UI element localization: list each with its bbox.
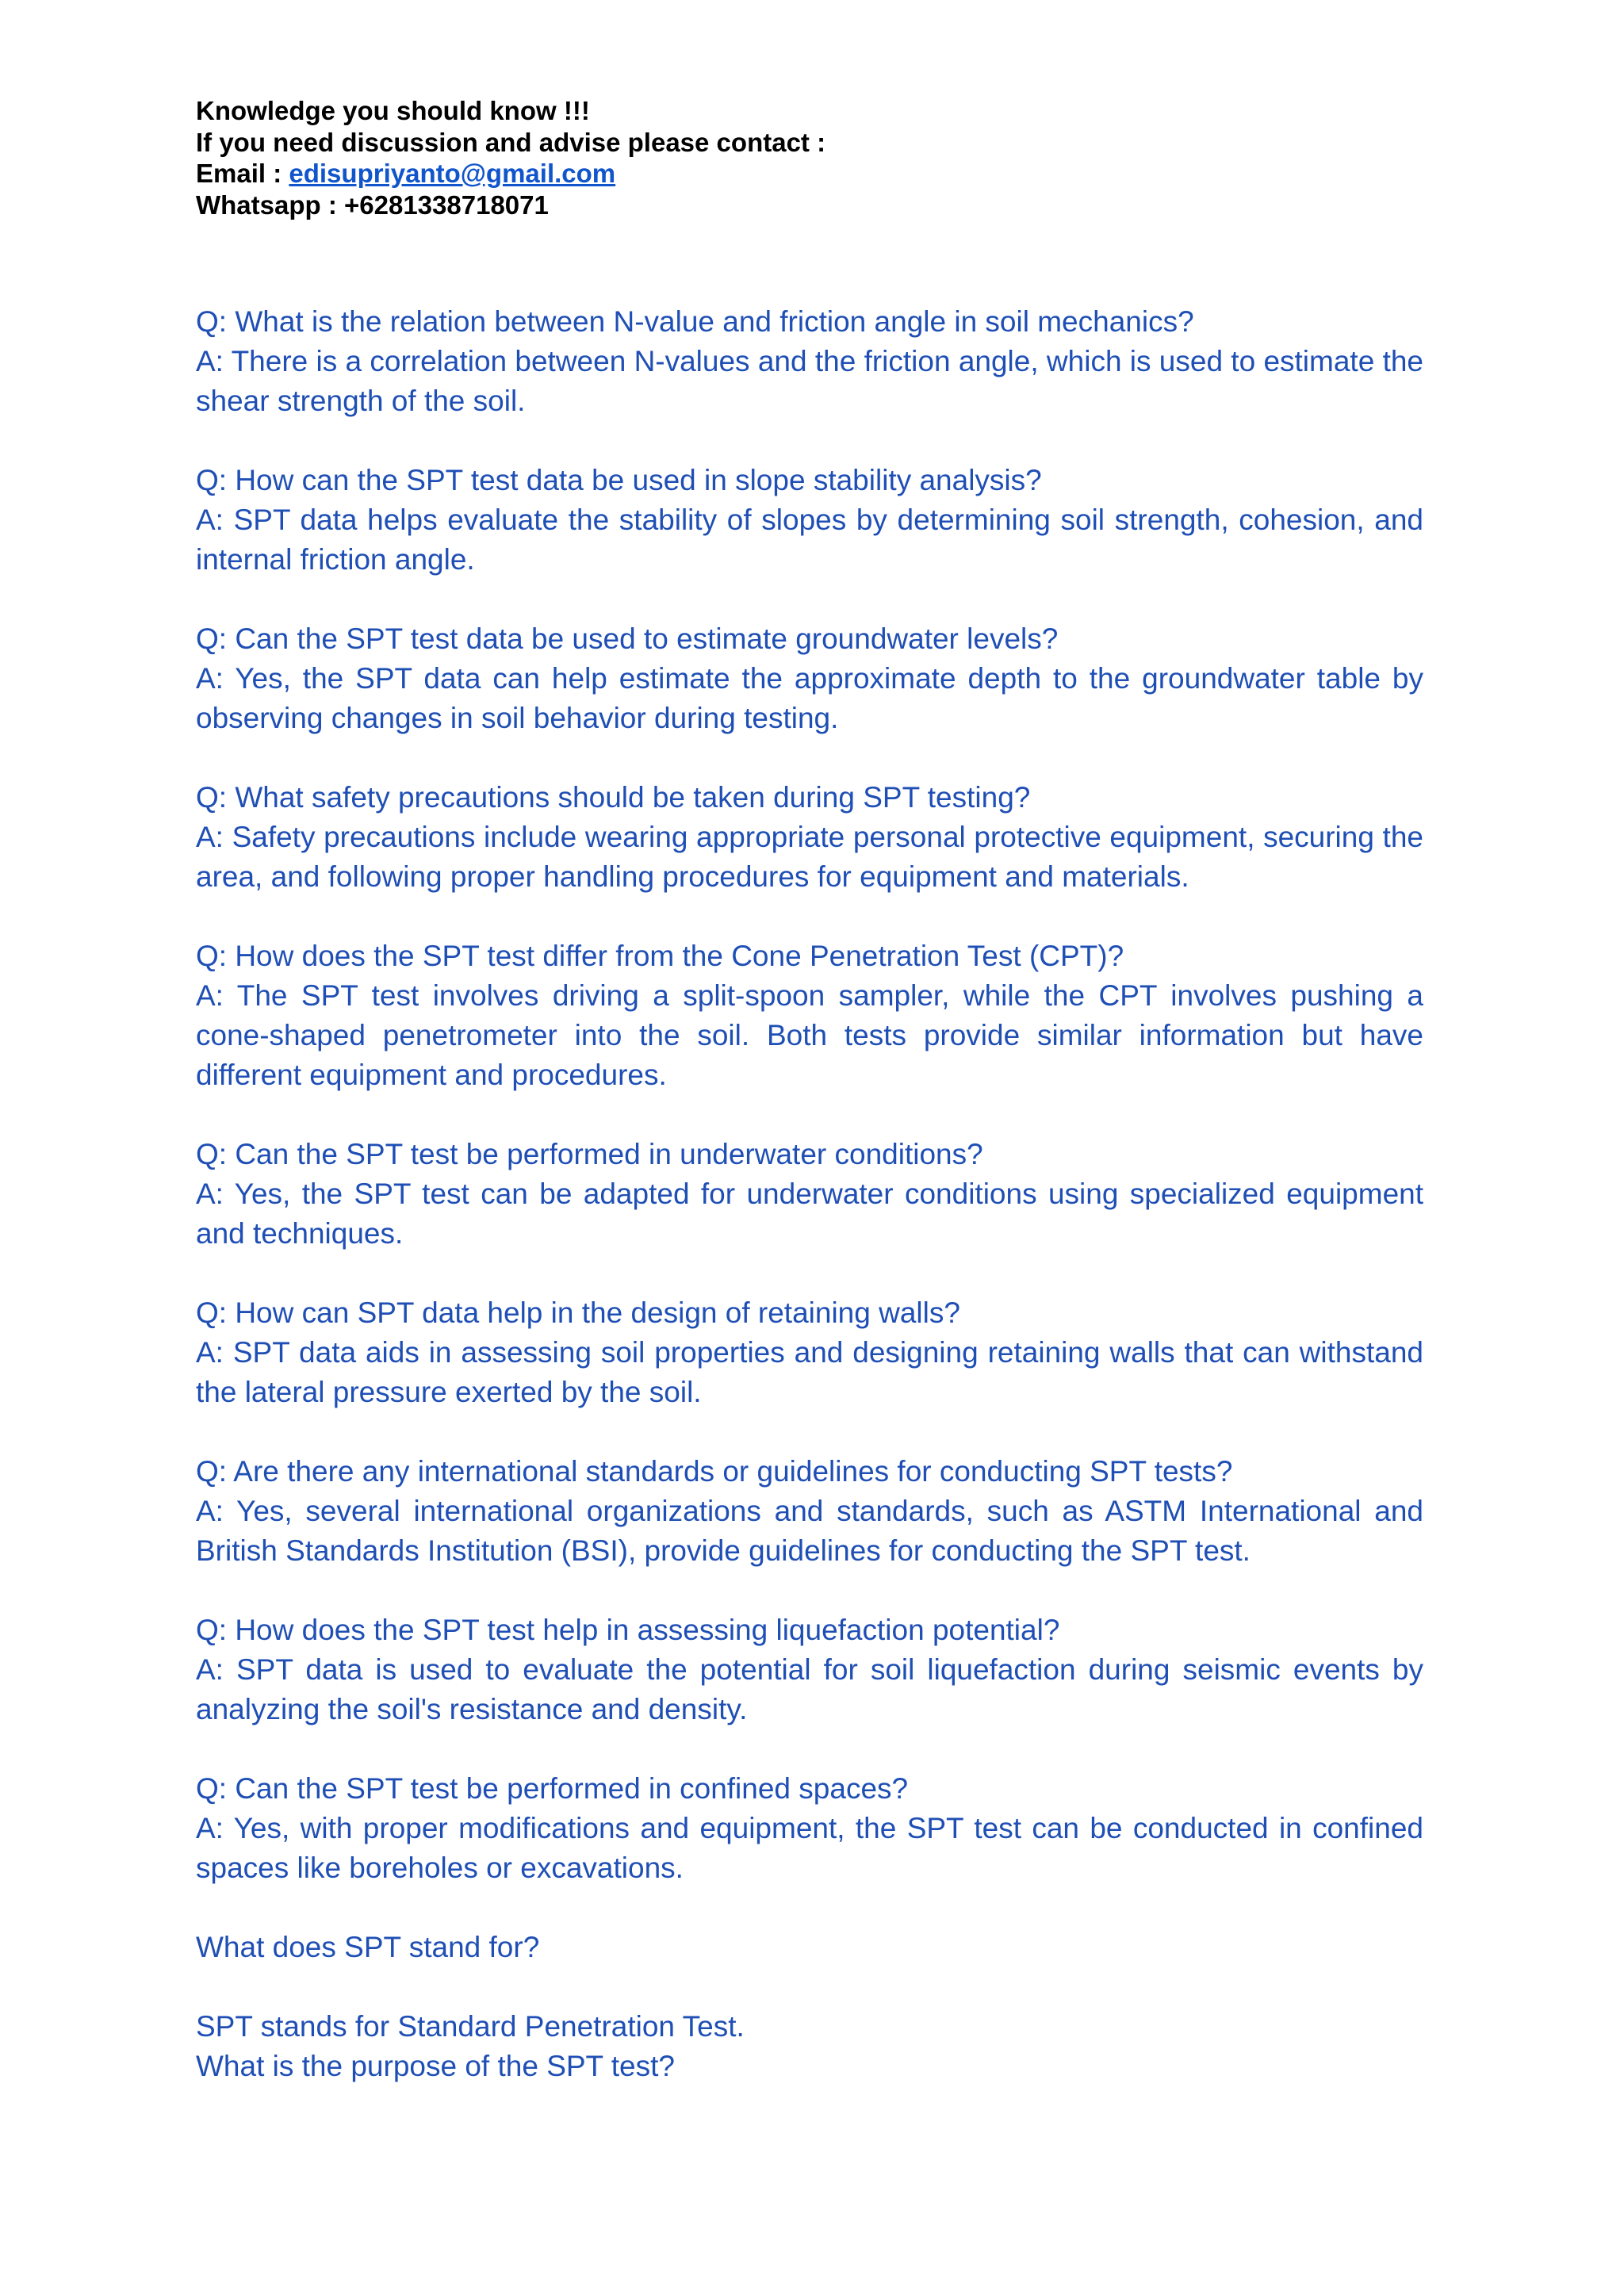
question-text: Q: Can the SPT test be performed in underwater conditions? [196,1138,983,1170]
answer-text: A: Yes, the SPT data can help estimate the approximate depth to the groundwater table by observing changes in soil behavior during testing. [196,662,1423,734]
answer-text: A: Yes, the SPT test can be adapted for underwater conditions using specialized equipment and techniques. [196,1178,1423,1250]
qa-list [196,302,1423,2086]
email-line [196,158,1423,190]
qa-item [196,778,1423,897]
qa-item [196,619,1423,738]
answer-text: A: SPT data is used to evaluate the potential for soil liquefaction during seismic events by analyzing the soil's resistance and density. [196,1653,1423,1725]
question-text: Q: What is the relation between N-value and friction angle in soil mechanics? [196,305,1194,338]
question-text: Q: How does the SPT test help in assessing liquefaction potential? [196,1614,1060,1646]
question-text: Q: How can SPT data help in the design of retaining walls? [196,1296,960,1329]
qa-item [196,302,1423,421]
answer-text: A: SPT data aids in assessing soil properties and designing retaining walls that can withstand the lateral pressure exerted by the soil. [196,1336,1423,1408]
email-label: Email : [196,159,289,188]
answer-text: A: SPT data helps evaluate the stability of slopes by determining soil strength, cohesion, and internal friction angle. [196,504,1423,576]
question-text: Q: What safety precautions should be taken during SPT testing? [196,781,1031,814]
qa-item [196,936,1423,1095]
whatsapp-line: Whatsapp : +6281338718071 [196,190,549,220]
qa-item [196,1135,1423,1254]
qa-item [196,1293,1423,1412]
document-page [196,95,1423,2086]
qa-item [196,1769,1423,1888]
answer-text: A: Yes, several international organizations and standards, such as ASTM International and British Standards Institution (BSI), provide guidelines for conducting the SPT test. [196,1495,1423,1567]
question-text: Q: Can the SPT test data be used to estimate groundwater levels? [196,622,1059,655]
contact-header [196,95,1423,220]
closing-question-spt-meaning: What does SPT stand for? [196,1931,540,1963]
question-text: Q: Are there any international standards or guidelines for conducting SPT tests? [196,1455,1233,1488]
qa-item [196,1610,1423,1729]
answer-text: A: Yes, with proper modifications and equipment, the SPT test can be conducted in confined spaces like boreholes or excavations. [196,1812,1423,1884]
answer-text: A: Safety precautions include wearing appropriate personal protective equipment, securing the area, and following proper handling procedures for equipment and materials. [196,821,1423,893]
question-text: Q: How does the SPT test differ from the Cone Penetration Test (CPT)? [196,940,1124,972]
qa-item [196,461,1423,580]
closing-answer-spt-meaning: SPT stands for Standard Penetration Test. [196,2010,745,2043]
answer-text: A: The SPT test involves driving a split-spoon sampler, while the CPT involves pushing a cone-shaped penetrometer into the soil. Both tests provide similar information but have different equipment and procedures. [196,979,1423,1091]
email-link[interactable]: edisupriyanto@gmail.com [289,159,616,188]
question-text: Q: Can the SPT test be performed in confined spaces? [196,1772,909,1805]
qa-item [196,1452,1423,1571]
closing-question-spt-purpose: What is the purpose of the SPT test? [196,2050,675,2082]
header-title: Knowledge you should know !!! [196,96,590,125]
header-contact-prompt: If you need discussion and advise please contact : [196,127,826,157]
answer-text: A: There is a correlation between N-values and the friction angle, which is used to estimate the shear strength of the soil. [196,345,1423,417]
question-text: Q: How can the SPT test data be used in slope stability analysis? [196,464,1042,496]
